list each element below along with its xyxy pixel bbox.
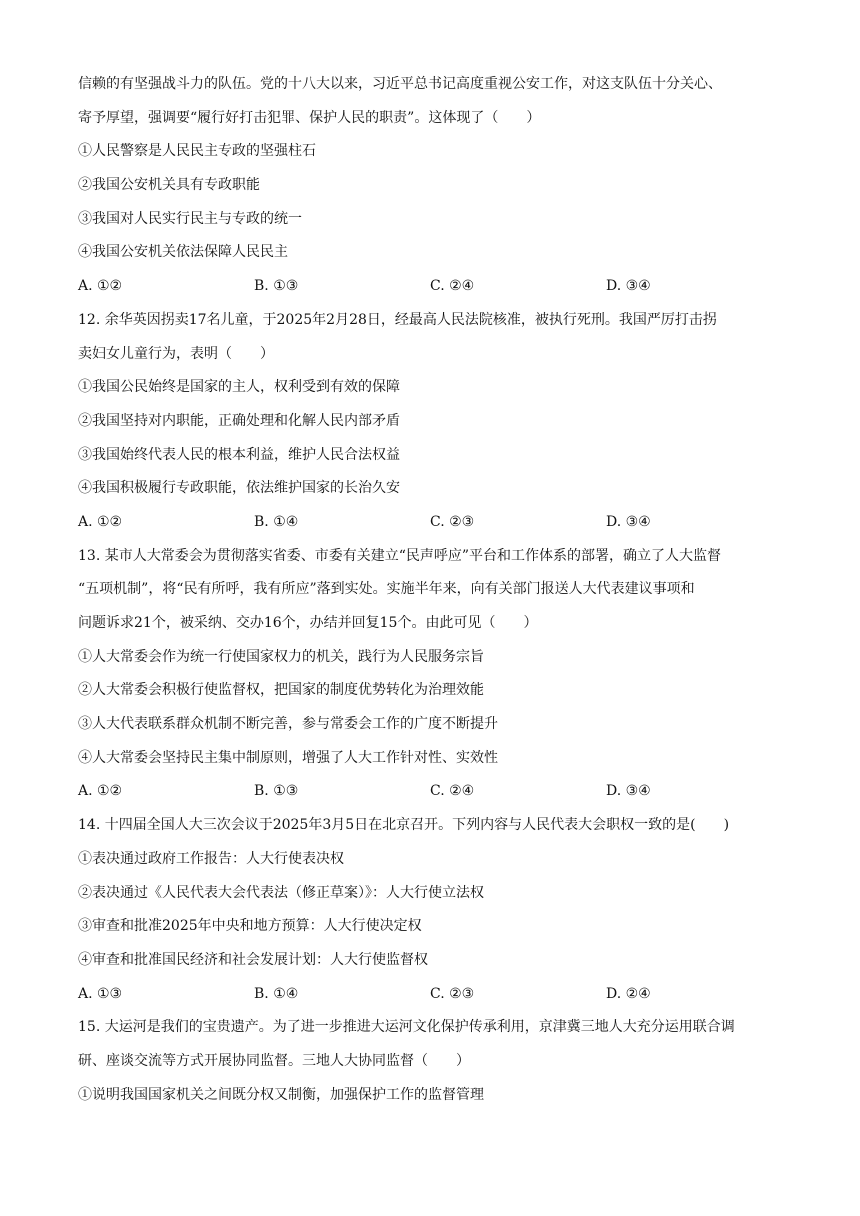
answer-options bbox=[78, 775, 784, 809]
option-a: A. ①② bbox=[78, 278, 123, 295]
question-12 bbox=[78, 304, 784, 540]
option-c: C. ②③ bbox=[430, 985, 475, 1002]
statement-3: ③人大代表联系群众机制不断完善，参与常委会工作的广度不断提升 bbox=[78, 716, 498, 733]
answer-options bbox=[78, 978, 784, 1012]
answer-options bbox=[78, 270, 784, 304]
option-d: D. ③④ bbox=[606, 278, 651, 295]
option-a: A. ①③ bbox=[78, 985, 123, 1002]
statement-1: ①我国公民始终是国家的主人，权利受到有效的保障 bbox=[78, 379, 400, 396]
statement-1: ①人民警察是人民民主专政的坚强柱石 bbox=[78, 143, 316, 160]
option-d: D. ②④ bbox=[606, 985, 651, 1002]
statement-1: ①说明我国国家机关之间既分权又制衡，加强保护工作的监督管理 bbox=[78, 1086, 484, 1103]
question-14 bbox=[78, 809, 784, 1011]
statement-4: ④我国公安机关依法保障人民民主 bbox=[78, 244, 288, 261]
question-stem-line: 研、座谈交流等方式开展协同监督。三地人大协同监督（ ） bbox=[78, 1052, 470, 1069]
answer-options bbox=[78, 506, 784, 540]
question-stem-line: 信赖的有坚强战斗力的队伍。党的十八大以来，习近平总书记高度重视公安工作，对这支队伍十分关心、 bbox=[78, 76, 722, 92]
question-stem-line: 寄予厚望，强调要“履行好打击犯罪、保护人民的职责”。这体现了（ ） bbox=[78, 109, 541, 126]
statement-2: ②表决通过《人民代表大会代表法（修正草案）》：人大行使立法权 bbox=[78, 884, 484, 901]
option-a: A. ①② bbox=[78, 783, 123, 800]
statement-4: ④审查和批准国民经济和社会发展计划：人大行使监督权 bbox=[78, 951, 428, 968]
question-stem-line: 卖妇女儿童行为，表明（ ） bbox=[78, 345, 274, 362]
document-content bbox=[78, 68, 784, 1112]
statement-1: ①表决通过政府工作报告：人大行使表决权 bbox=[78, 850, 344, 867]
option-d: D. ③④ bbox=[606, 513, 651, 530]
statement-2: ②我国坚持对内职能，正确处理和化解人民内部矛盾 bbox=[78, 412, 400, 429]
option-b: B. ①④ bbox=[254, 513, 299, 530]
option-d: D. ③④ bbox=[606, 783, 651, 800]
statement-3: ③我国始终代表人民的根本利益，维护人民合法权益 bbox=[78, 446, 400, 463]
option-b: B. ①④ bbox=[254, 985, 299, 1002]
option-c: C. ②④ bbox=[430, 783, 475, 800]
question-stem-line: 15. 大运河是我们的宝贵遗产。为了进一步推进大运河文化保护传承利用，京津冀三地人大充分运用联合调 bbox=[78, 1019, 735, 1036]
option-b: B. ①③ bbox=[254, 783, 299, 800]
question-stem-line: 问题诉求21个，被采纳、交办16个，办结并回复15个。由此可见（ ） bbox=[78, 615, 538, 631]
question-15 bbox=[78, 1011, 784, 1112]
question-11 bbox=[78, 68, 784, 304]
option-a: A. ①② bbox=[78, 513, 123, 530]
statement-4: ④我国积极履行专政职能，依法维护国家的长治久安 bbox=[78, 480, 400, 497]
statement-4: ④人大常委会坚持民主集中制原则，增强了人大工作针对性、实效性 bbox=[78, 749, 498, 766]
option-b: B. ①③ bbox=[254, 278, 299, 295]
statement-3: ③审查和批准2025年中央和地方预算：人大行使决定权 bbox=[78, 918, 422, 935]
question-stem-line: 14. 十四届全国人大三次会议于2025年3月5日在北京召开。下列内容与人民代表大会职权一致的是( ) bbox=[78, 817, 730, 834]
option-c: C. ②③ bbox=[430, 513, 475, 530]
statement-1: ①人大常委会作为统一行使国家权力的机关，践行为人民服务宗旨 bbox=[78, 648, 484, 665]
statement-3: ③我国对人民实行民主与专政的统一 bbox=[78, 210, 302, 227]
statement-2: ②我国公安机关具有专政职能 bbox=[78, 177, 260, 194]
option-c: C. ②④ bbox=[430, 278, 475, 295]
question-stem-line: “五项机制”，将“民有所呼，我有所应”落到实处。实施半年来，向有关部门报送人大代表建议事项和 bbox=[78, 581, 695, 598]
question-stem-line: 12. 余华英因拐卖17名儿童，于2025年2月28日，经最高人民法院核准，被执行死刑。我国严厉打击拐 bbox=[78, 311, 717, 328]
question-13 bbox=[78, 540, 784, 810]
statement-2: ②人大常委会积极行使监督权，把国家的制度优势转化为治理效能 bbox=[78, 682, 484, 699]
question-stem-line: 13. 某市人大常委会为贯彻落实省委、市委有关建立“民声呼应”平台和工作体系的部署，确立了人大监督 bbox=[78, 547, 722, 564]
